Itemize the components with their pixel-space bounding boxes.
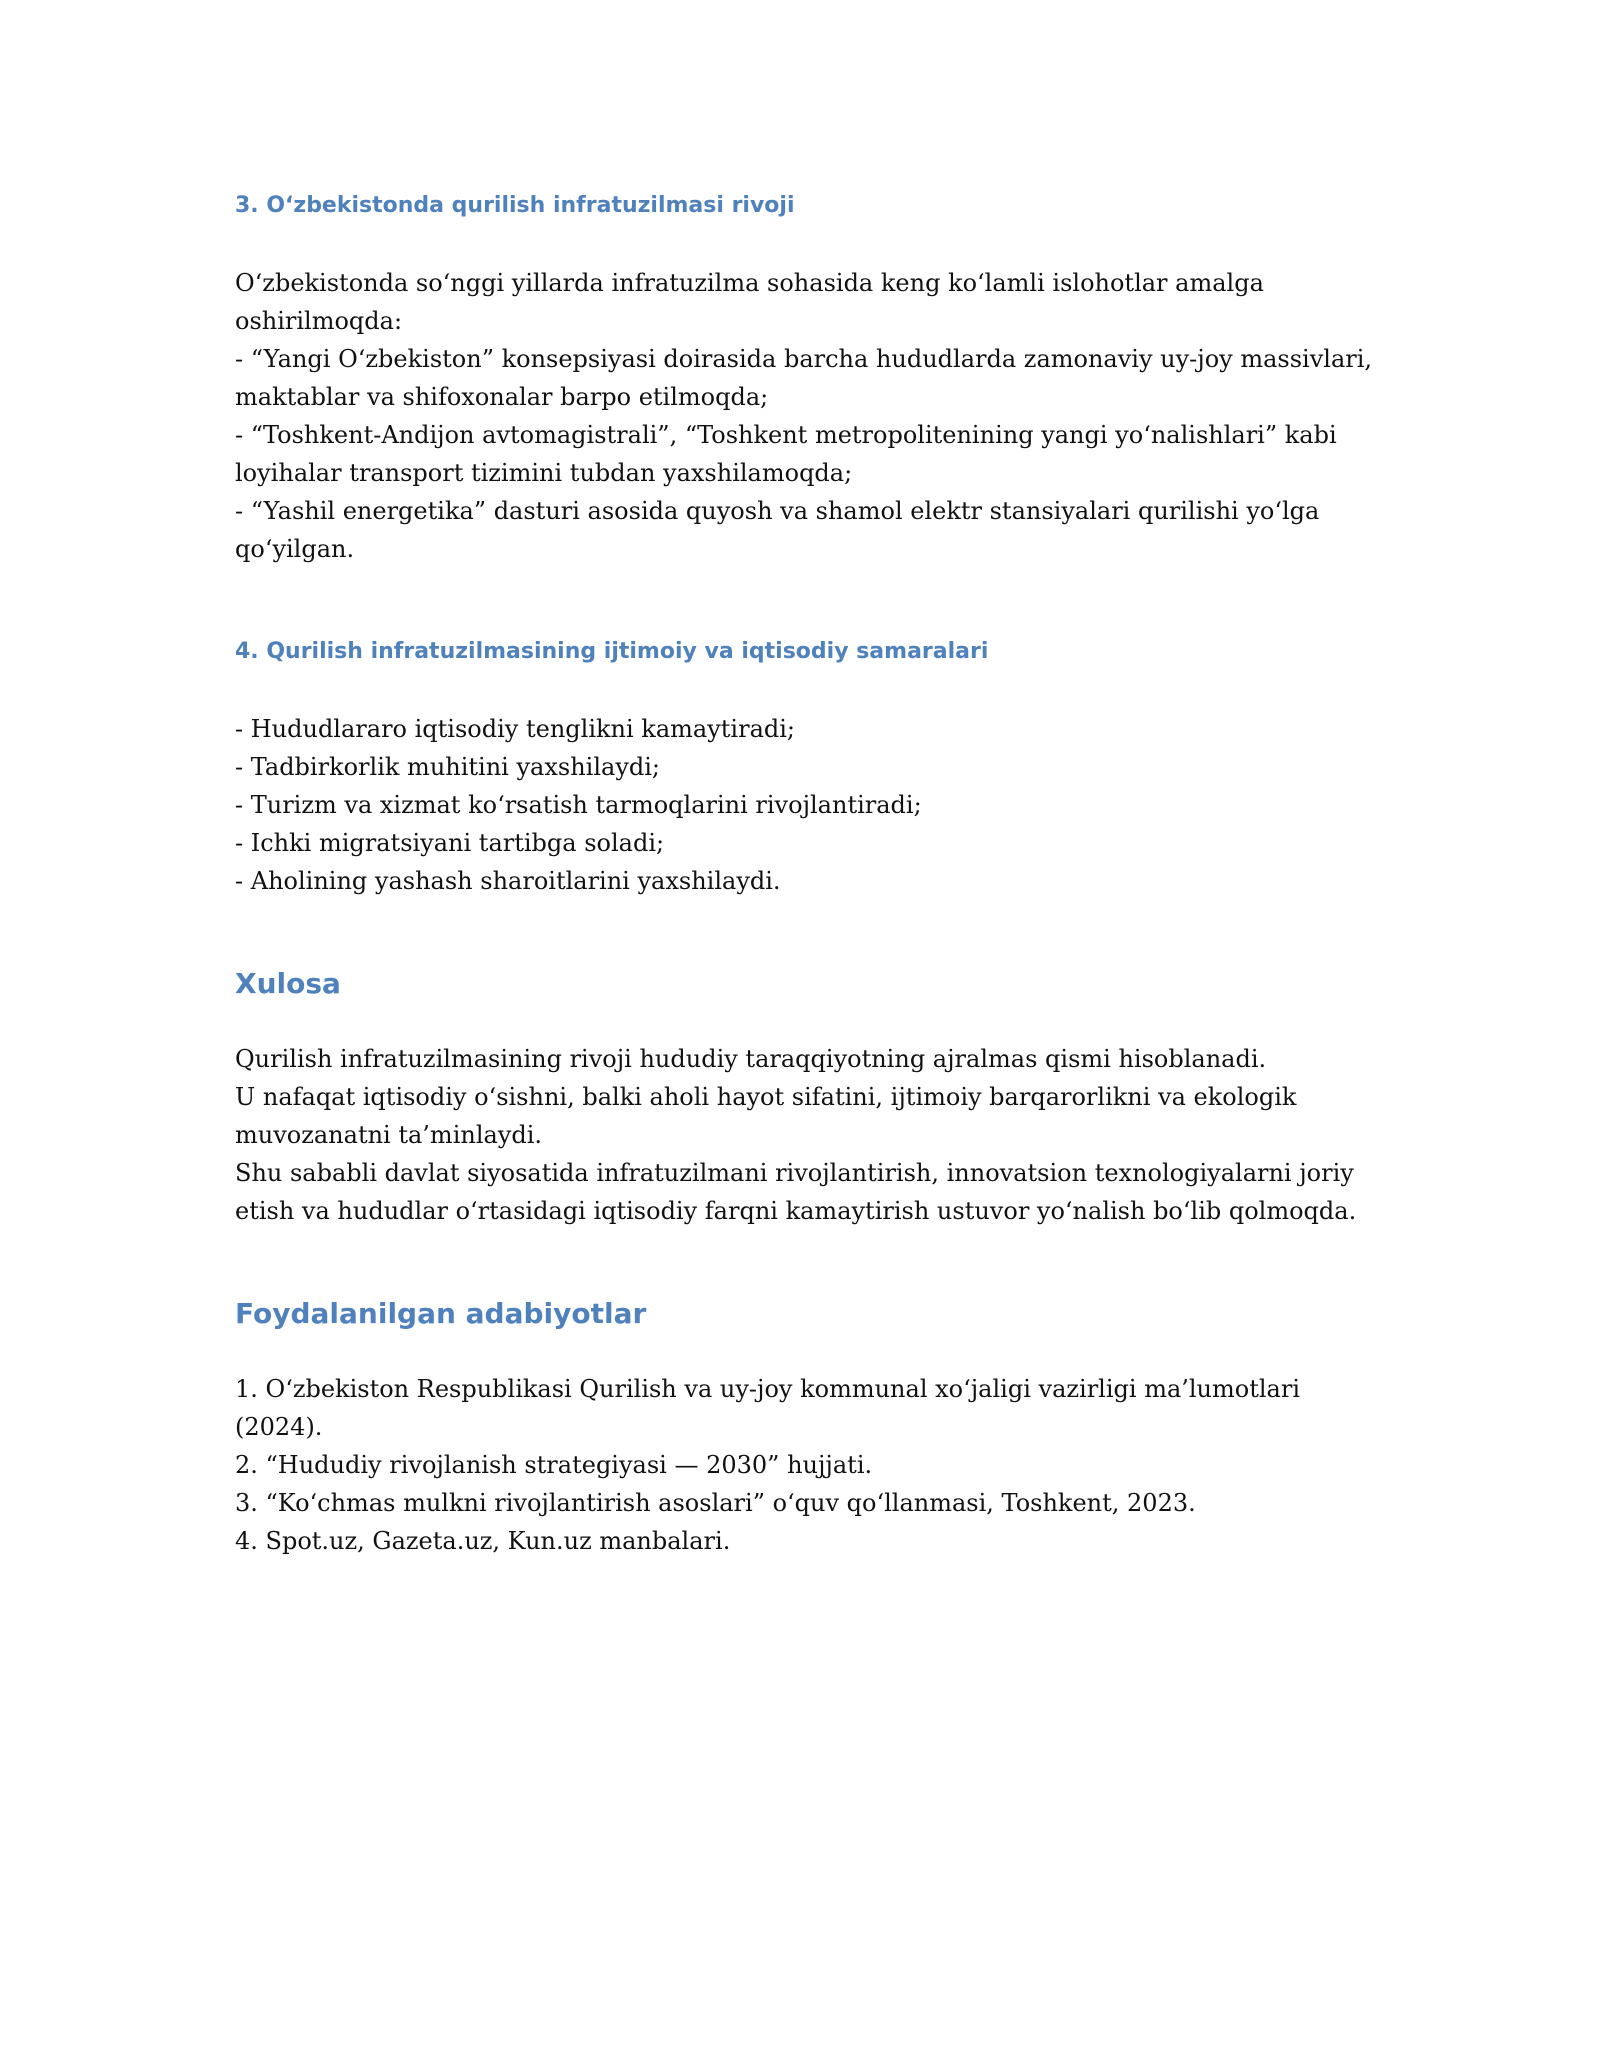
- conclusion-paragraph: Shu sababli davlat siyosatida infratuzilmani rivojlantirish, innovatsion texnologiyalarni joriy etish va hududlar o‘rtasidagi iqtisodiy farqni kamaytirish ustuvor yo‘nalish bo‘lib qolmoqda.: [235, 1159, 1357, 1225]
- conclusion-section: [235, 962, 1395, 1230]
- reference-item: 2. “Hududiy rivojlanish strategiyasi — 2030” hujjati.: [235, 1451, 873, 1479]
- section-4: [235, 632, 1395, 900]
- document-content: [235, 186, 1395, 1560]
- conclusion-heading: Xulosa: [235, 967, 341, 1000]
- section-3-point: - “Toshkent-Andijon avtomagistrali”, “Toshkent metropolitenining yangi yo‘nalishlari” kabi loyihalar transport tizimini tubdan yaxshilamoqda;: [235, 421, 1337, 487]
- list-item: - Tadbirkorlik muhitini yaxshilaydi;: [235, 753, 661, 781]
- list-item: - Ichki migratsiyani tartibga soladi;: [235, 829, 665, 857]
- section-3-intro: O‘zbekistonda so‘nggi yillarda infratuzilma sohasida keng ko‘lamli islohotlar amalga oshirilmoqda:: [235, 269, 1264, 335]
- section-3-point: - “Yashil energetika” dasturi asosida quyosh va shamol elektr stansiyalari qurilishi yo‘lga qo‘yilgan.: [235, 497, 1320, 563]
- list-item: - Hududlararo iqtisodiy tenglikni kamaytiradi;: [235, 715, 796, 743]
- section-3-point: - “Yangi O‘zbekiston” konsepsiyasi doirasida barcha hududlarda zamonaviy uy-joy massivlari, maktablar va shifoxonalar barpo etilmoqda;: [235, 345, 1373, 411]
- section-4-list: [235, 710, 1395, 900]
- section-4-heading: 4. Qurilish infratuzilmasining ijtimoiy va iqtisodiy samaralari: [235, 639, 989, 664]
- references-section: [235, 1292, 1395, 1560]
- conclusion-paragraph: U nafaqat iqtisodiy o‘sishni, balki aholi hayot sifatini, ijtimoiy barqarorlikni va ekologik muvozanatni ta’minlaydi.: [235, 1083, 1297, 1149]
- list-item: - Aholining yashash sharoitlarini yaxshilaydi.: [235, 867, 781, 895]
- reference-item: 4. Spot.uz, Gazeta.uz, Kun.uz manbalari.: [235, 1527, 731, 1555]
- reference-item: 1. O‘zbekiston Respublikasi Qurilish va uy-joy kommunal xo‘jaligi vazirligi ma’lumotlari (2024).: [235, 1375, 1300, 1441]
- section-3-heading: 3. O‘zbekistonda qurilish infratuzilmasi rivoji: [235, 193, 795, 218]
- section-3-body: [235, 264, 1395, 568]
- conclusion-body: [235, 1040, 1395, 1230]
- reference-item: 3. “Ko‘chmas mulkni rivojlantirish asoslari” o‘quv qo‘llanmasi, Toshkent, 2023.: [235, 1489, 1196, 1517]
- conclusion-paragraph: Qurilish infratuzilmasining rivoji hududiy taraqqiyotning ajralmas qismi hisoblanadi.: [235, 1045, 1267, 1073]
- section-3: [235, 186, 1395, 568]
- references-heading: Foydalanilgan adabiyotlar: [235, 1297, 647, 1330]
- references-list: [235, 1370, 1395, 1560]
- list-item: - Turizm va xizmat ko‘rsatish tarmoqlarini rivojlantiradi;: [235, 791, 922, 819]
